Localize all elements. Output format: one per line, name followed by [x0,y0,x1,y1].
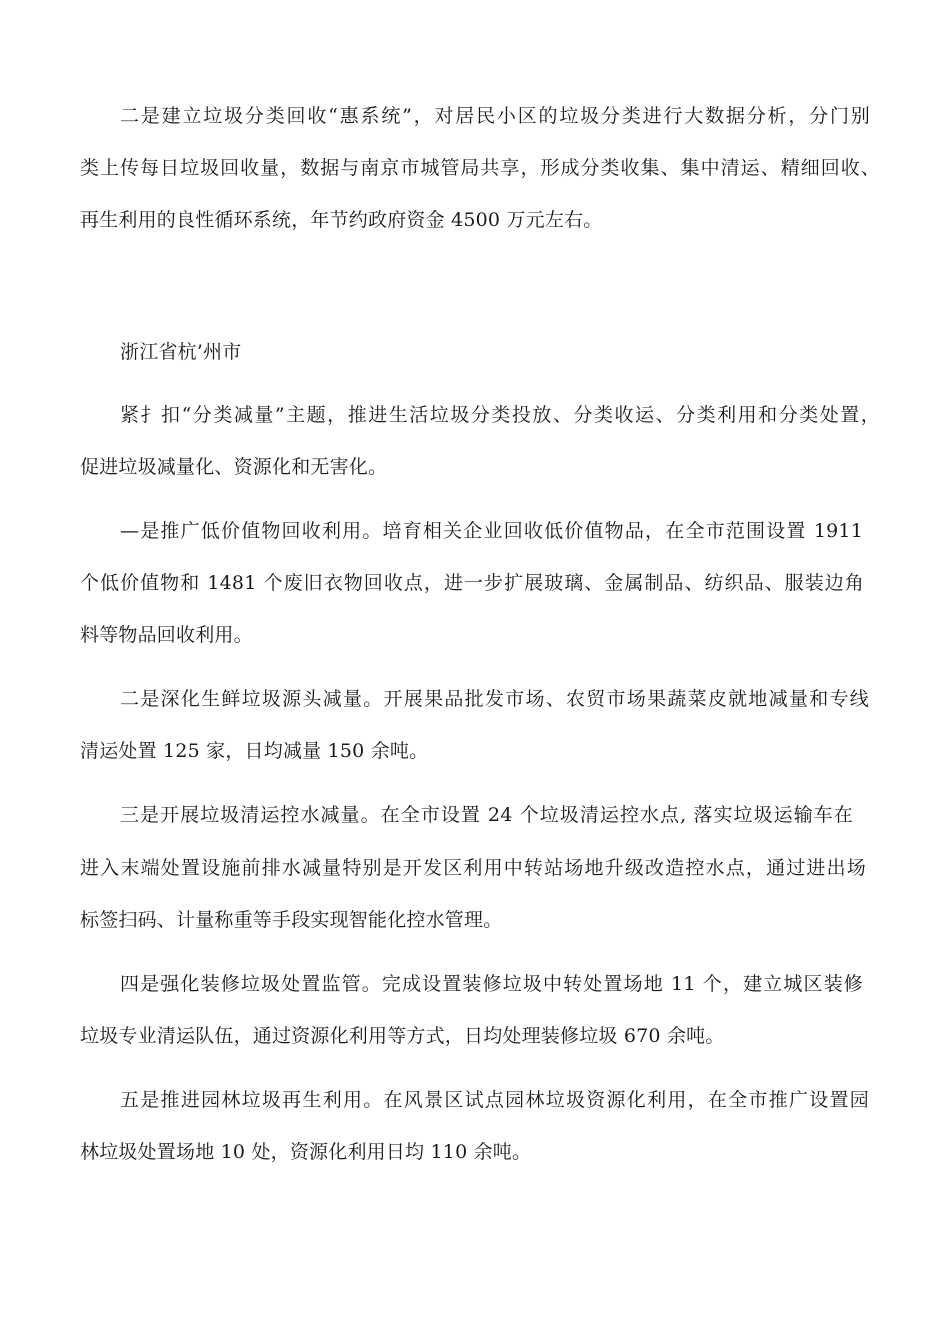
paragraph-line: 类上传每日垃圾回收量，数据与南京市城管局共享，形成分类收集、集中清运、精细回收、 [80,157,880,179]
paragraph-line: 料等物品回收利用。 [80,624,253,646]
paragraph-line: 清运处置 125 家，日均减量 150 余吨。 [80,740,429,762]
paragraph-line: 促进垃圾减量化、资源化和无害化。 [80,456,388,478]
paragraph-line: 垃圾专业清运队伍，通过资源化利用等方式，日均处理装修垃圾 670 余吨。 [80,1025,725,1047]
paragraph-line: 五是推进园林垃圾再生利用。在风景区试点园林垃圾资源化利用，在全市推广设置园 [120,1089,869,1111]
section-heading: 浙江省杭’州市 [120,341,242,363]
paragraph-line: 标签扫码、计量称重等手段实现智能化控水管理。 [80,909,503,931]
paragraph-line: 四是强化装修垃圾处置监管。完成设置装修垃圾中转处置场地 11 个，建立城区装修 [120,973,863,995]
paragraph-line: 再生利用的良性循环系统，年节约政府资金 4500 万元左右。 [80,209,603,231]
paragraph-line: 个低价值物和 1481 个废旧衣物回收点，进一步扩展玻璃、金属制品、纺织品、服装边角 [80,572,864,594]
paragraph-line: —是推广低价值物回收利用。培育相关企业回收低价值物品，在全市范围设置 1911 [120,520,863,542]
paragraph-line: 二是建立垃圾分类回收“惠系统”，对居民小区的垃圾分类进行大数据分析，分门别 [120,105,870,127]
paragraph-line: 林垃圾处置场地 10 处，资源化利用日均 110 余吨。 [80,1141,532,1163]
paragraph-line: 三是开展垃圾清运控水减量。在全市设置 24 个垃圾清运控水点, 落实垃圾运输车在 [120,804,853,826]
paragraph-line: 紧扌扣“分类减量”主题，推进生活垃圾分类投放、分类收运、分类利用和分类处置， [120,404,880,426]
paragraph-line: 进入末端处置设施前排水减量特别是开发区利用中转站场地升级改造控水点，通过进出场 [80,857,866,879]
paragraph-line: 二是深化生鲜垃圾源头减量。开展果品批发市场、农贸市场果蔬菜皮就地减量和专线 [120,688,869,710]
